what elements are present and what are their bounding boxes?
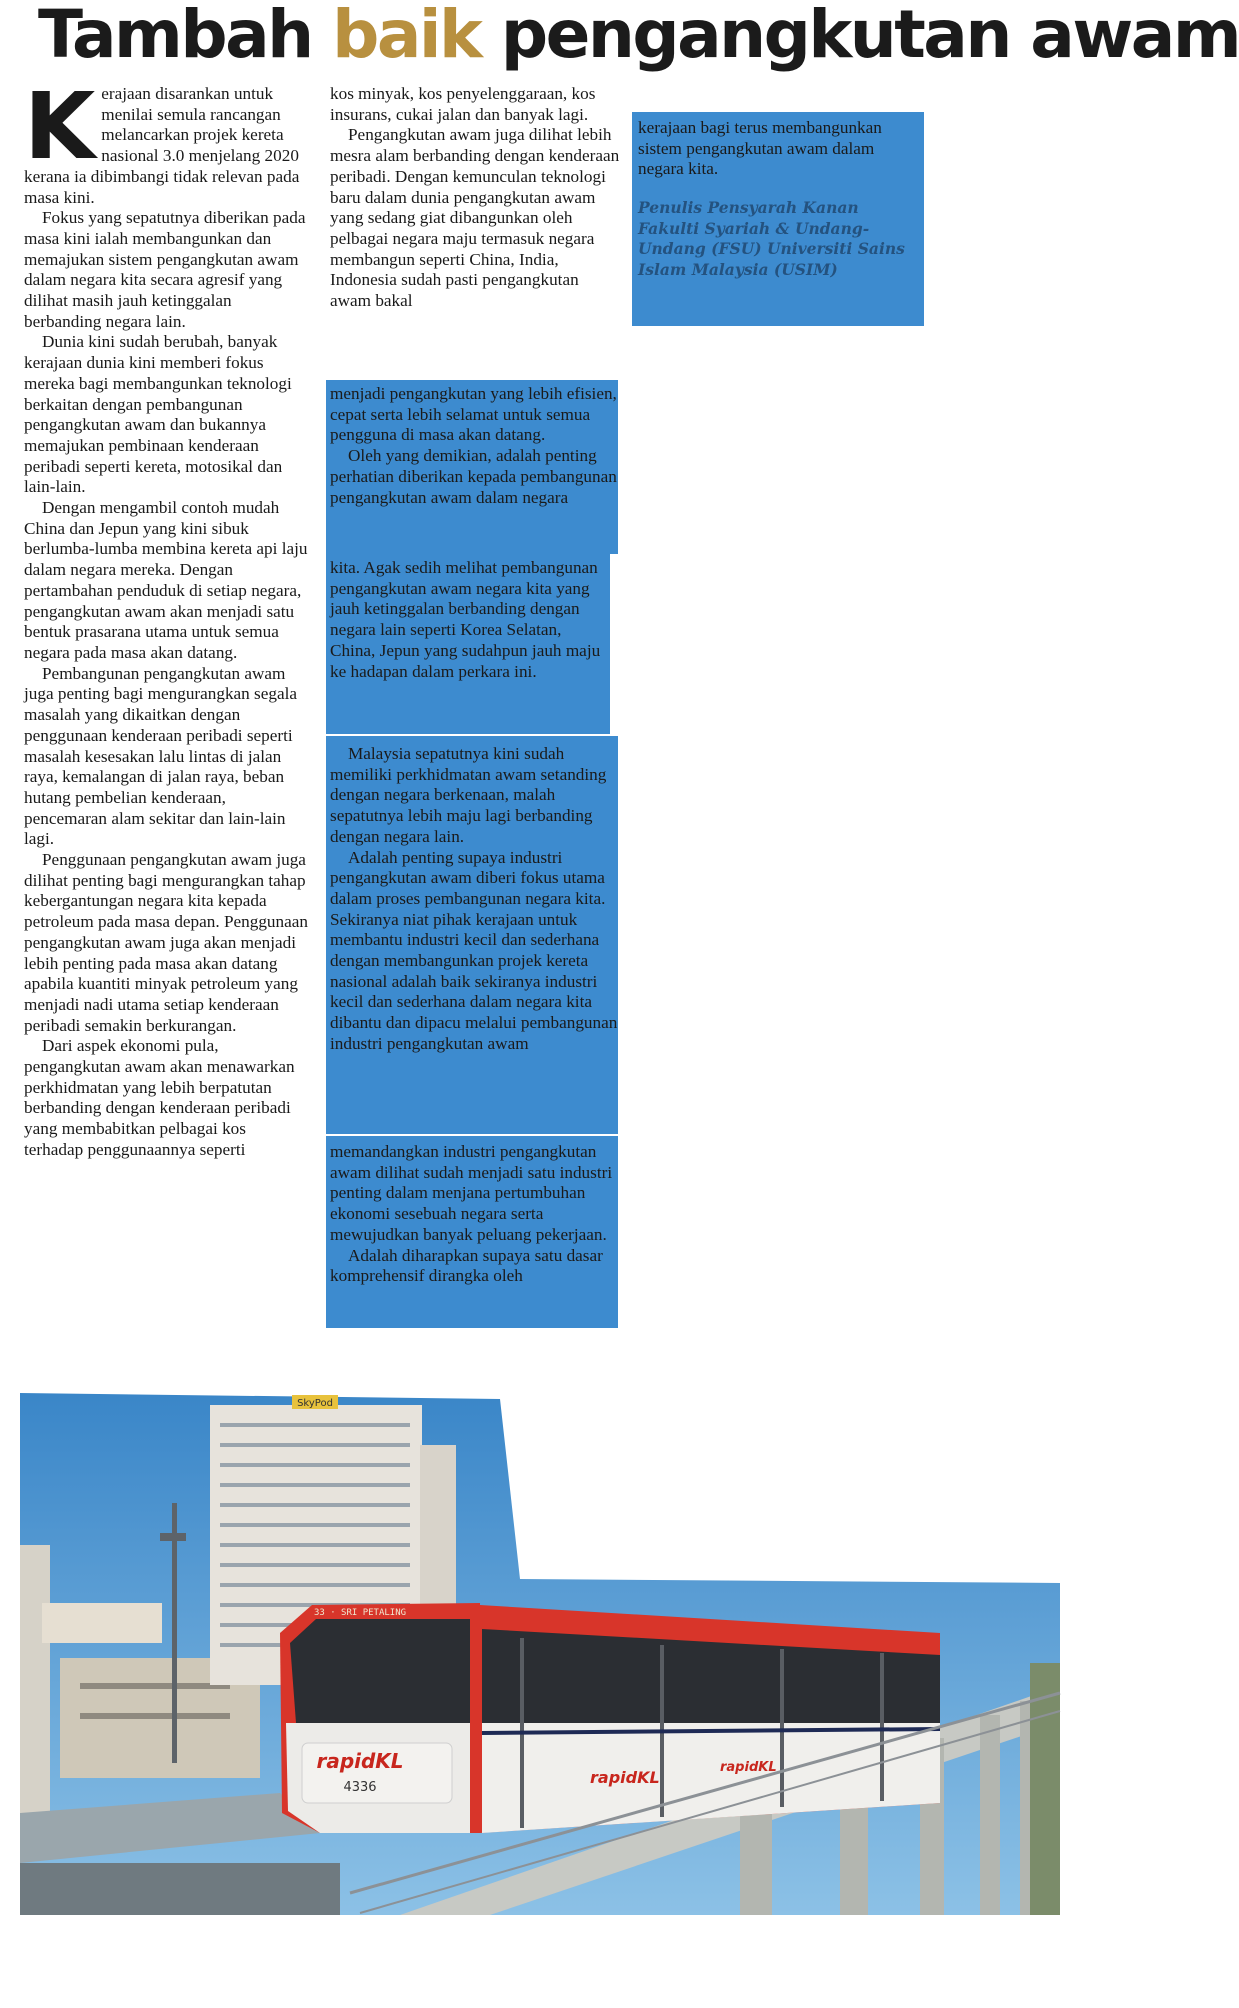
paragraph-7: Dari aspek ekonomi pula, pengangkutan awam akan menawarkan perkhidmatan yang lebih berpatutan berbanding dengan kenderaan peribadi yang membabitkan pelbagai kos terhadap penggunaannya seperti <box>24 1036 295 1159</box>
highlight-block-4: memandangkan industri pengangkutan awam dilihat sudah menjadi satu industri penting dalam menjana pertumbuhan ekonomi sesebuah negara serta mewujudkan banyak peluang pekerjaan. Adalah diharapkan supaya satu dasar komprehensif dirangka oleh <box>326 1136 618 1328</box>
train-number: 4336 <box>343 1780 377 1795</box>
lrt-train <box>280 1603 940 1833</box>
paragraph-8: kos minyak, kos penyelenggaraan, kos insurans, cukai jalan dan banyak lagi. <box>330 84 596 124</box>
paragraph-6: Penggunaan pengangkutan awam juga dilihat penting bagi mengurangkan tahap kebergantungan negara kita kepada petroleum pada masa depan. Penggunaan pengangkutan awam juga akan menjadi lebih penting pada masa akan datang apabila kuantiti minyak petroleum yang menjadi nadi utama setiap kenderaan peribadi semakin berkurangan. <box>24 850 308 1035</box>
destination-display: 33 · SRI PETALING <box>313 1608 407 1618</box>
paragraph-3: Dunia kini sudah berubah, banyak kerajaan dunia kini memberi fokus mereka bagi membangunkan teknologi berkaitan dengan pembangunan pengangkutan awam dan bukannya memajukan pembinaan kenderaan peribadi seperti kereta, motosikal dan lain-lain. <box>24 332 292 497</box>
paragraph-1: Kerajaan disarankan untuk menilai semula rancangan melancarkan projek kereta nasional 3.0 menjelang 2020 kerana ia dibimbangi tidak relevan pada masa kini. <box>24 73 300 207</box>
article-column-2-top <box>330 84 620 312</box>
closing-paragraph: kerajaan bagi terus membangunkan sistem pengangkutan awam dalam negara kita. <box>638 118 882 179</box>
highlight-block-1: menjadi pengangkutan yang lebih efisien, cepat serta lebih selamat untuk semua pengguna di masa akan datang. Oleh yang demikian, adalah penting perhatian diberikan kepada pembangunan pengangkutan awam dalam negara <box>326 380 618 554</box>
headline-part1: Tambah <box>38 0 333 73</box>
headline-accent: baik <box>332 0 481 73</box>
drop-cap: K <box>24 73 96 180</box>
highlight-block-3: Malaysia sepatutnya kini sudah memiliki perkhidmatan awam setanding dengan negara berkenaan, malah sepatutnya lebih maju lagi berbanding dengan negara lain. Adalah penting supaya industri pengangkutan awam diberi fokus utama dalam proses pembangunan negara kita. Sekiranya niat pihak kerajaan untuk membantu industri kecil dan sederhana dengan membangunkan projek kereta nasional adalah baik sekiranya industri kecil dan sederhana dalam negara kita dibantu dan dipacu melalui pembangunan industri pengangkutan awam <box>326 736 618 1134</box>
svg-text:rapidKL: rapidKL <box>720 1760 777 1775</box>
paragraph-9: Pengangkutan awam juga dilihat lebih mesra alam berbanding dengan kenderaan peribadi. Dengan kemunculan teknologi baru dalam dunia pengangkutan awam yang sedang giat dibangunkan oleh pelbagai negara maju termasuk negara membangun seperti China, India, Indonesia sudah pasti pengangkutan awam bakal <box>330 125 620 311</box>
train-photo <box>20 1393 1060 1915</box>
lamp-post <box>172 1503 177 1763</box>
skypod-sign: SkyPod <box>297 1398 333 1409</box>
train-brand-side: rapidKL <box>590 1768 660 1787</box>
headline <box>38 0 1239 76</box>
paragraph-4: Dengan mengambil contoh mudah China dan Jepun yang kini sibuk berlumba-lumba membina kereta api laju dalam negara mereka. Dengan pertambahan penduduk di setiap negara, pengangkutan awam akan menjadi satu bentuk prasarana utama untuk semua negara pada masa akan datang. <box>24 498 308 662</box>
building-left <box>20 1545 50 1845</box>
article-column-1 <box>24 73 308 1161</box>
headline-part2: pengangkutan awam <box>480 0 1239 73</box>
highlight-block-2: kita. Agak sedih melihat pembangunan pengangkutan awam negara kita yang jauh ketinggalan berbanding dengan negara lain seperti Korea Selatan, China, Jepun yang sudahpun jauh maju ke hadapan dalam perkara ini. <box>326 554 610 734</box>
author-credit: Penulis Pensyarah Kanan Fakulti Syariah & Undang-Undang (FSU) Universiti Sains Islam Malaysia (USIM) <box>638 198 905 279</box>
paragraph-5: Pembangunan pengangkutan awam juga penting bagi mengurangkan segala masalah yang dikaitkan dengan penggunaan kenderaan peribadi seperti masalah kesesakan lalu lintas di jalan raya, kemalangan di jalan raya, beban hutang pembelian kenderaan, pencemaran alam sekitar dan lain-lain lagi. <box>24 663 298 849</box>
train-brand-front: rapidKL <box>316 1749 404 1773</box>
author-block <box>632 112 924 326</box>
paragraph-2: Fokus yang sepatutnya diberikan pada masa kini ialah membangunkan dan memajukan sistem pengangkutan awam dalam negara kita secara agresif yang dilihat masih jauh ketinggalan berbanding negara lain. <box>24 208 306 331</box>
lrt-train-image <box>20 1393 1060 1915</box>
